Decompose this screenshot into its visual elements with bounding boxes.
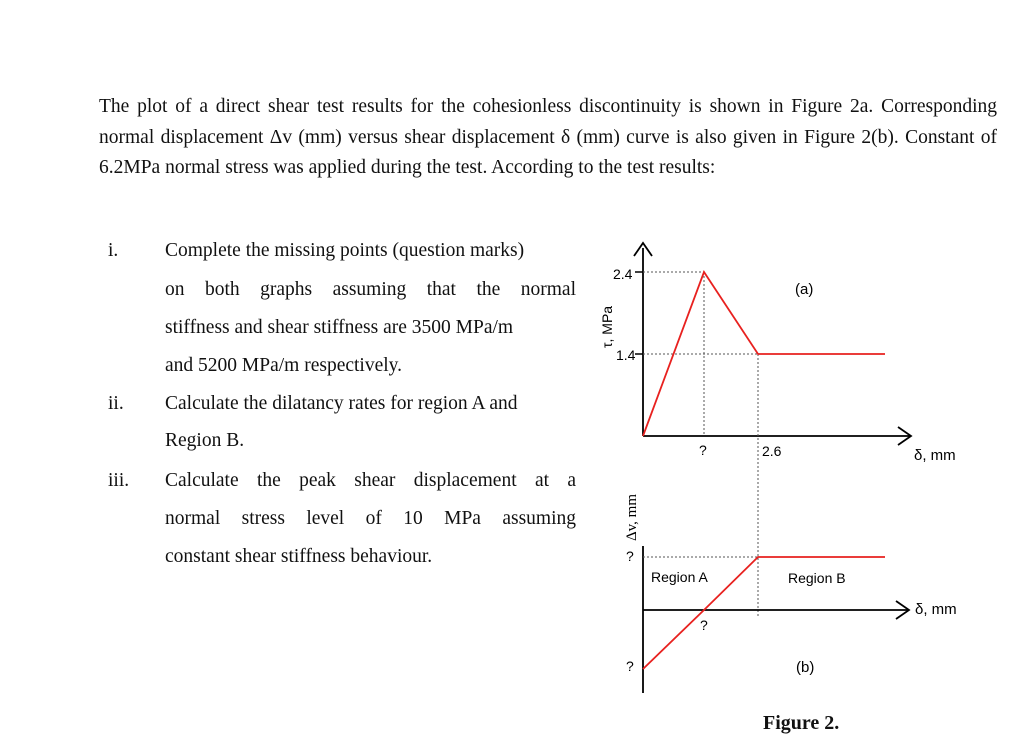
graph-b-region-a-label: Region A [651, 569, 708, 585]
graph-a-xtick-label: 2.6 [762, 443, 782, 459]
graph-b-panel-label: (b) [796, 659, 815, 676]
question-line: on both graphs assuming that the normal [165, 279, 576, 300]
question-line: normal stress level of 10 MPa assuming [165, 508, 576, 529]
question-line: Calculate the dilatancy rates for region A and [165, 393, 518, 414]
problem-intro: The plot of a direct shear test results for the cohesionless discontinuity is shown in Figure 2a. Corresponding normal displacement Δv (mm) versus shear displacement δ (mm) curve is also given in Figure 2(b). Constant of 6.2MPa normal stress was applied during the test. According to the test results: [99, 96, 997, 178]
question-line: constant shear stiffness behaviour. [165, 546, 433, 567]
graph-b-ytick-label: ? [626, 658, 634, 674]
graph-b-y-label: Δv, mm [624, 493, 640, 541]
graph-b-x-label: δ, mm [915, 601, 957, 618]
graph-a-x-label: δ, mm [914, 447, 956, 464]
graph-a-y-label: τ, MPa [599, 305, 615, 348]
question-line: Complete the missing points (question marks) [165, 240, 525, 261]
question-line: Region B. [165, 430, 245, 451]
question-line: stiffness and shear stiffness are 3500 MPa/m [165, 317, 514, 338]
graph-b-region-b-label: Region B [788, 570, 846, 586]
question-line: Calculate the peak shear displacement at a [165, 470, 576, 491]
figure-2 [580, 236, 980, 706]
graph-a-ytick-label: 1.4 [616, 347, 636, 363]
question-number: i. [108, 240, 119, 261]
graph-b-ytick-label: ? [626, 548, 634, 564]
question-line: and 5200 MPa/m respectively. [165, 355, 403, 376]
figure-caption: Figure 2. [763, 712, 840, 734]
graph-b-crossing-label: ? [700, 617, 708, 633]
graph-a-xtick-label: ? [699, 442, 707, 458]
graph-a-panel-label: (a) [795, 281, 814, 298]
graph-a-ytick-label: 2.4 [613, 266, 633, 282]
question-number: iii. [108, 470, 130, 491]
question-number: ii. [108, 393, 124, 414]
